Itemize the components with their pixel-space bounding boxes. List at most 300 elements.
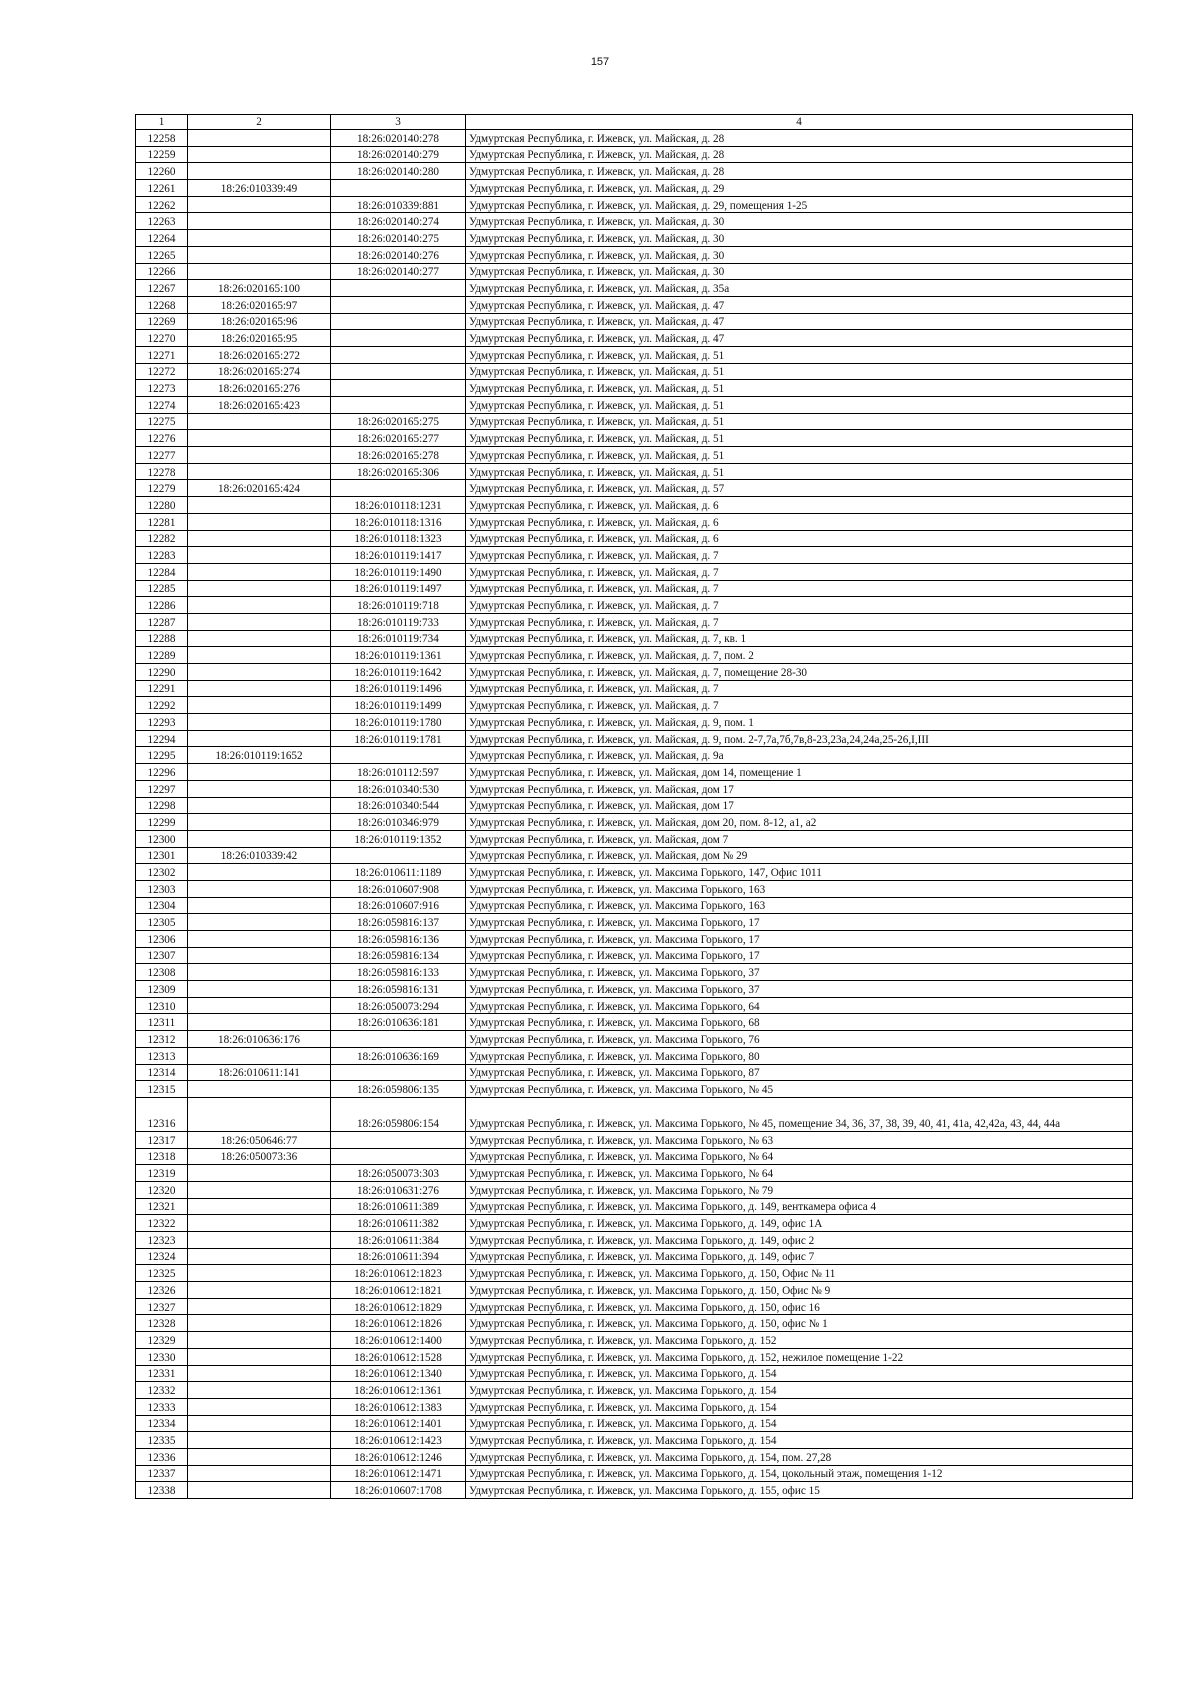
table-row <box>136 1031 1133 1048</box>
table-row <box>136 1081 1133 1098</box>
land-cadastral-cell <box>188 1265 331 1282</box>
address-cell: Удмуртская Республика, г. Ижевск, ул. Майская, д. 9, пом. 1 <box>466 714 1133 731</box>
address-cell: Удмуртская Республика, г. Ижевск, ул. Максима Горького, д. 154 <box>466 1432 1133 1449</box>
row-number-cell: 12316 <box>136 1097 188 1131</box>
table-row <box>136 931 1133 948</box>
land-cadastral-cell <box>188 1348 331 1365</box>
row-number-cell: 12261 <box>136 180 188 197</box>
address-cell: Удмуртская Республика, г. Ижевск, ул. Майская, д. 30 <box>466 246 1133 263</box>
table-row <box>136 1365 1133 1382</box>
address-cell: Удмуртская Республика, г. Ижевск, ул. Майская, д. 51 <box>466 363 1133 380</box>
building-cadastral-cell: 18:26:010636:181 <box>331 1014 466 1031</box>
land-cadastral-cell <box>188 213 331 230</box>
row-number-cell: 12307 <box>136 947 188 964</box>
table-row <box>136 1165 1133 1182</box>
address-cell: Удмуртская Республика, г. Ижевск, ул. Майская, д. 51 <box>466 447 1133 464</box>
row-number-cell: 12309 <box>136 981 188 998</box>
table-row <box>136 163 1133 180</box>
table-row <box>136 447 1133 464</box>
address-cell: Удмуртская Республика, г. Ижевск, ул. Максима Горького, № 45 <box>466 1081 1133 1098</box>
row-number-cell: 12284 <box>136 563 188 580</box>
building-cadastral-cell: 18:26:010340:544 <box>331 797 466 814</box>
building-cadastral-cell: 18:26:010611:389 <box>331 1198 466 1215</box>
land-cadastral-cell <box>188 697 331 714</box>
land-cadastral-cell <box>188 1382 331 1399</box>
table-row <box>136 463 1133 480</box>
land-cadastral-cell <box>188 797 331 814</box>
land-cadastral-cell <box>188 563 331 580</box>
row-number-cell: 12334 <box>136 1415 188 1432</box>
address-cell: Удмуртская Республика, г. Ижевск, ул. Максима Горького, д. 149, офис 2 <box>466 1232 1133 1249</box>
building-cadastral-cell: 18:26:010612:1829 <box>331 1298 466 1315</box>
table-row <box>136 130 1133 147</box>
row-number-cell: 12317 <box>136 1131 188 1148</box>
table-row <box>136 1282 1133 1299</box>
building-cadastral-cell: 18:26:059816:136 <box>331 931 466 948</box>
building-cadastral-cell: 18:26:010119:1642 <box>331 664 466 681</box>
address-cell: Удмуртская Республика, г. Ижевск, ул. Майская, д. 7 <box>466 597 1133 614</box>
land-cadastral-cell: 18:26:010636:176 <box>188 1031 331 1048</box>
row-number-cell: 12324 <box>136 1248 188 1265</box>
row-number-cell: 12292 <box>136 697 188 714</box>
row-number-cell: 12305 <box>136 914 188 931</box>
table-row <box>136 964 1133 981</box>
building-cadastral-cell: 18:26:020165:278 <box>331 447 466 464</box>
address-cell: Удмуртская Республика, г. Ижевск, ул. Майская, д. 47 <box>466 296 1133 313</box>
table-row <box>136 1064 1133 1081</box>
registry-table <box>135 114 1133 1499</box>
address-cell: Удмуртская Республика, г. Ижевск, ул. Максима Горького, д. 150, офис 16 <box>466 1298 1133 1315</box>
building-cadastral-cell: 18:26:010612:1400 <box>331 1332 466 1349</box>
table-row <box>136 296 1133 313</box>
row-number-cell: 12296 <box>136 764 188 781</box>
row-number-cell: 12288 <box>136 630 188 647</box>
building-cadastral-cell: 18:26:010612:1383 <box>331 1398 466 1415</box>
table-row <box>136 246 1133 263</box>
land-cadastral-cell <box>188 880 331 897</box>
building-cadastral-cell: 18:26:020140:275 <box>331 230 466 247</box>
building-cadastral-cell: 18:26:010636:169 <box>331 1047 466 1064</box>
building-cadastral-cell: 18:26:020140:276 <box>331 246 466 263</box>
land-cadastral-cell <box>188 1298 331 1315</box>
row-number-cell: 12320 <box>136 1181 188 1198</box>
row-number-cell: 12271 <box>136 346 188 363</box>
building-cadastral-cell <box>331 747 466 764</box>
row-number-cell: 12279 <box>136 480 188 497</box>
table-row <box>136 1097 1133 1131</box>
address-cell: Удмуртская Республика, г. Ижевск, ул. Майская, д. 7 <box>466 613 1133 630</box>
building-cadastral-cell <box>331 847 466 864</box>
table-row <box>136 1047 1133 1064</box>
row-number-cell: 12300 <box>136 830 188 847</box>
building-cadastral-cell <box>331 296 466 313</box>
table-row <box>136 730 1133 747</box>
land-cadastral-cell <box>188 630 331 647</box>
address-cell: Удмуртская Республика, г. Ижевск, ул. Максима Горького, 80 <box>466 1047 1133 1064</box>
land-cadastral-cell <box>188 664 331 681</box>
address-cell: Удмуртская Республика, г. Ижевск, ул. Майская, д. 35а <box>466 280 1133 297</box>
land-cadastral-cell <box>188 914 331 931</box>
address-cell: Удмуртская Республика, г. Ижевск, ул. Максима Горького, д. 149, венткамера офиса 4 <box>466 1198 1133 1215</box>
address-cell: Удмуртская Республика, г. Ижевск, ул. Майская, д. 51 <box>466 413 1133 430</box>
table-header-row <box>136 115 1133 130</box>
table-row <box>136 1348 1133 1365</box>
row-number-cell: 12331 <box>136 1365 188 1382</box>
row-number-cell: 12332 <box>136 1382 188 1399</box>
table-row <box>136 1465 1133 1482</box>
land-cadastral-cell <box>188 1097 331 1131</box>
row-number-cell: 12286 <box>136 597 188 614</box>
building-cadastral-cell <box>331 313 466 330</box>
address-cell: Удмуртская Республика, г. Ижевск, ул. Майская, д. 47 <box>466 313 1133 330</box>
table-row <box>136 1482 1133 1499</box>
table-row <box>136 997 1133 1014</box>
table-row <box>136 1315 1133 1332</box>
table-row <box>136 630 1133 647</box>
land-cadastral-cell <box>188 780 331 797</box>
land-cadastral-cell <box>188 830 331 847</box>
land-cadastral-cell <box>188 130 331 147</box>
building-cadastral-cell: 18:26:059806:154 <box>331 1097 466 1131</box>
row-number-cell: 12299 <box>136 814 188 831</box>
table-row <box>136 313 1133 330</box>
address-cell: Удмуртская Республика, г. Ижевск, ул. Максима Горького, д. 154 <box>466 1398 1133 1415</box>
land-cadastral-cell <box>188 613 331 630</box>
address-cell: Удмуртская Республика, г. Ижевск, ул. Майская, дом 7 <box>466 830 1133 847</box>
building-cadastral-cell: 18:26:059816:131 <box>331 981 466 998</box>
table-row <box>136 580 1133 597</box>
address-cell: Удмуртская Республика, г. Ижевск, ул. Майская, д. 7 <box>466 563 1133 580</box>
row-number-cell: 12291 <box>136 680 188 697</box>
land-cadastral-cell <box>188 1181 331 1198</box>
row-number-cell: 12313 <box>136 1047 188 1064</box>
address-cell: Удмуртская Республика, г. Ижевск, ул. Максима Горького, 37 <box>466 981 1133 998</box>
address-cell: Удмуртская Республика, г. Ижевск, ул. Майская, д. 7 <box>466 680 1133 697</box>
land-cadastral-cell: 18:26:010119:1652 <box>188 747 331 764</box>
address-cell: Удмуртская Республика, г. Ижевск, ул. Максима Горького, № 64 <box>466 1165 1133 1182</box>
building-cadastral-cell: 18:26:059806:135 <box>331 1081 466 1098</box>
address-cell: Удмуртская Республика, г. Ижевск, ул. Максима Горького, 37 <box>466 964 1133 981</box>
table-row <box>136 747 1133 764</box>
row-number-cell: 12264 <box>136 230 188 247</box>
building-cadastral-cell <box>331 180 466 197</box>
building-cadastral-cell: 18:26:010339:881 <box>331 196 466 213</box>
building-cadastral-cell <box>331 1031 466 1048</box>
land-cadastral-cell <box>188 1215 331 1232</box>
address-cell: Удмуртская Республика, г. Ижевск, ул. Максима Горького, д. 152 <box>466 1332 1133 1349</box>
land-cadastral-cell: 18:26:020165:276 <box>188 380 331 397</box>
address-cell: Удмуртская Республика, г. Ижевск, ул. Майская, д. 7 <box>466 580 1133 597</box>
row-number-cell: 12277 <box>136 447 188 464</box>
building-cadastral-cell: 18:26:050073:303 <box>331 1165 466 1182</box>
table-row <box>136 830 1133 847</box>
row-number-cell: 12310 <box>136 997 188 1014</box>
table-row <box>136 1448 1133 1465</box>
building-cadastral-cell: 18:26:010612:1423 <box>331 1432 466 1449</box>
row-number-cell: 12336 <box>136 1448 188 1465</box>
building-cadastral-cell: 18:26:010119:1352 <box>331 830 466 847</box>
building-cadastral-cell: 18:26:010119:1496 <box>331 680 466 697</box>
address-cell: Удмуртская Республика, г. Ижевск, ул. Майская, д. 7, пом. 2 <box>466 647 1133 664</box>
building-cadastral-cell <box>331 1064 466 1081</box>
row-number-cell: 12258 <box>136 130 188 147</box>
row-number-cell: 12315 <box>136 1081 188 1098</box>
land-cadastral-cell <box>188 864 331 881</box>
land-cadastral-cell <box>188 1448 331 1465</box>
address-cell: Удмуртская Республика, г. Ижевск, ул. Максима Горького, № 64 <box>466 1148 1133 1165</box>
land-cadastral-cell <box>188 547 331 564</box>
row-number-cell: 12260 <box>136 163 188 180</box>
row-number-cell: 12263 <box>136 213 188 230</box>
row-number-cell: 12281 <box>136 513 188 530</box>
building-cadastral-cell <box>331 363 466 380</box>
table-row <box>136 346 1133 363</box>
table-row <box>136 363 1133 380</box>
land-cadastral-cell: 18:26:020165:274 <box>188 363 331 380</box>
address-cell: Удмуртская Республика, г. Ижевск, ул. Майская, дом 20, пом. 8-12, а1, а2 <box>466 814 1133 831</box>
table-row <box>136 497 1133 514</box>
row-number-cell: 12265 <box>136 246 188 263</box>
land-cadastral-cell <box>188 931 331 948</box>
building-cadastral-cell: 18:26:020140:280 <box>331 163 466 180</box>
land-cadastral-cell <box>188 163 331 180</box>
row-number-cell: 12302 <box>136 864 188 881</box>
land-cadastral-cell: 18:26:010339:49 <box>188 180 331 197</box>
address-cell: Удмуртская Республика, г. Ижевск, ул. Майская, д. 28 <box>466 146 1133 163</box>
row-number-cell: 12318 <box>136 1148 188 1165</box>
table-row <box>136 146 1133 163</box>
address-cell: Удмуртская Республика, г. Ижевск, ул. Майская, дом 17 <box>466 780 1133 797</box>
land-cadastral-cell <box>188 447 331 464</box>
building-cadastral-cell <box>331 1131 466 1148</box>
row-number-cell: 12269 <box>136 313 188 330</box>
building-cadastral-cell: 18:26:010118:1323 <box>331 530 466 547</box>
land-cadastral-cell: 18:26:020165:424 <box>188 480 331 497</box>
row-number-cell: 12304 <box>136 897 188 914</box>
row-number-cell: 12297 <box>136 780 188 797</box>
building-cadastral-cell: 18:26:010612:1471 <box>331 1465 466 1482</box>
land-cadastral-cell <box>188 1014 331 1031</box>
land-cadastral-cell <box>188 430 331 447</box>
building-cadastral-cell: 18:26:010118:1231 <box>331 497 466 514</box>
building-cadastral-cell: 18:26:010119:1780 <box>331 714 466 731</box>
land-cadastral-cell <box>188 1415 331 1432</box>
row-number-cell: 12333 <box>136 1398 188 1415</box>
building-cadastral-cell: 18:26:020140:277 <box>331 263 466 280</box>
address-cell: Удмуртская Республика, г. Ижевск, ул. Майская, д. 28 <box>466 130 1133 147</box>
table-row <box>136 780 1133 797</box>
building-cadastral-cell: 18:26:059816:133 <box>331 964 466 981</box>
address-cell: Удмуртская Республика, г. Ижевск, ул. Максима Горького, № 45, помещение 34, 36, 37, 38, 39, 40, 41, 41а, 42,42а, 43, 44, 44а <box>466 1097 1133 1131</box>
building-cadastral-cell: 18:26:010340:530 <box>331 780 466 797</box>
building-cadastral-cell <box>331 1148 466 1165</box>
row-number-cell: 12278 <box>136 463 188 480</box>
table-row <box>136 1248 1133 1265</box>
building-cadastral-cell: 18:26:010119:1499 <box>331 697 466 714</box>
address-cell: Удмуртская Республика, г. Ижевск, ул. Максима Горького, д. 150, офис № 1 <box>466 1315 1133 1332</box>
table-row <box>136 1398 1133 1415</box>
row-number-cell: 12267 <box>136 280 188 297</box>
building-cadastral-cell <box>331 380 466 397</box>
building-cadastral-cell: 18:26:050073:294 <box>331 997 466 1014</box>
building-cadastral-cell: 18:26:010119:1490 <box>331 563 466 580</box>
land-cadastral-cell: 18:26:020165:100 <box>188 280 331 297</box>
row-number-cell: 12319 <box>136 1165 188 1182</box>
row-number-cell: 12298 <box>136 797 188 814</box>
table-row <box>136 597 1133 614</box>
table-row <box>136 1131 1133 1148</box>
land-cadastral-cell <box>188 463 331 480</box>
table-row <box>136 230 1133 247</box>
row-number-cell: 12282 <box>136 530 188 547</box>
address-cell: Удмуртская Республика, г. Ижевск, ул. Максима Горького, д. 154 <box>466 1365 1133 1382</box>
building-cadastral-cell: 18:26:020140:274 <box>331 213 466 230</box>
row-number-cell: 12326 <box>136 1282 188 1299</box>
table-row <box>136 563 1133 580</box>
address-cell: Удмуртская Республика, г. Ижевск, ул. Майская, д. 51 <box>466 397 1133 414</box>
table-row <box>136 947 1133 964</box>
table-row <box>136 263 1133 280</box>
land-cadastral-cell <box>188 413 331 430</box>
address-cell: Удмуртская Республика, г. Ижевск, ул. Майская, д. 7, кв. 1 <box>466 630 1133 647</box>
land-cadastral-cell <box>188 1365 331 1382</box>
address-cell: Удмуртская Республика, г. Ижевск, ул. Майская, д. 9, пом. 2-7,7а,7б,7в,8-23,23а,24,24а,25-26,I,III <box>466 730 1133 747</box>
land-cadastral-cell <box>188 597 331 614</box>
building-cadastral-cell: 18:26:010611:382 <box>331 1215 466 1232</box>
table-row <box>136 480 1133 497</box>
table-row <box>136 864 1133 881</box>
address-cell: Удмуртская Республика, г. Ижевск, ул. Майская, д. 6 <box>466 530 1133 547</box>
building-cadastral-cell: 18:26:010118:1316 <box>331 513 466 530</box>
building-cadastral-cell: 18:26:010631:276 <box>331 1181 466 1198</box>
address-cell: Удмуртская Республика, г. Ижевск, ул. Максима Горького, 68 <box>466 1014 1133 1031</box>
building-cadastral-cell <box>331 280 466 297</box>
address-cell: Удмуртская Республика, г. Ижевск, ул. Максима Горького, д. 154 <box>466 1415 1133 1432</box>
land-cadastral-cell <box>188 580 331 597</box>
land-cadastral-cell: 18:26:020165:95 <box>188 330 331 347</box>
land-cadastral-cell <box>188 1315 331 1332</box>
building-cadastral-cell: 18:26:010119:1497 <box>331 580 466 597</box>
building-cadastral-cell: 18:26:010612:1823 <box>331 1265 466 1282</box>
row-number-cell: 12276 <box>136 430 188 447</box>
table-row <box>136 196 1133 213</box>
building-cadastral-cell <box>331 480 466 497</box>
land-cadastral-cell: 18:26:020165:272 <box>188 346 331 363</box>
row-number-cell: 12308 <box>136 964 188 981</box>
building-cadastral-cell: 18:26:010611:394 <box>331 1248 466 1265</box>
row-number-cell: 12273 <box>136 380 188 397</box>
land-cadastral-cell: 18:26:050646:77 <box>188 1131 331 1148</box>
land-cadastral-cell <box>188 1232 331 1249</box>
address-cell: Удмуртская Республика, г. Ижевск, ул. Майская, д. 51 <box>466 380 1133 397</box>
row-number-cell: 12290 <box>136 664 188 681</box>
address-cell: Удмуртская Республика, г. Ижевск, ул. Майская, д. 29 <box>466 180 1133 197</box>
column-header-3: 3 <box>331 115 466 130</box>
land-cadastral-cell <box>188 714 331 731</box>
building-cadastral-cell: 18:26:020165:275 <box>331 413 466 430</box>
building-cadastral-cell: 18:26:010612:1826 <box>331 1315 466 1332</box>
table-row <box>136 413 1133 430</box>
building-cadastral-cell: 18:26:010612:1528 <box>331 1348 466 1365</box>
land-cadastral-cell <box>188 997 331 1014</box>
building-cadastral-cell: 18:26:010119:1361 <box>331 647 466 664</box>
building-cadastral-cell <box>331 397 466 414</box>
land-cadastral-cell <box>188 263 331 280</box>
land-cadastral-cell <box>188 680 331 697</box>
land-cadastral-cell <box>188 764 331 781</box>
land-cadastral-cell <box>188 497 331 514</box>
table-row <box>136 1382 1133 1399</box>
row-number-cell: 12262 <box>136 196 188 213</box>
land-cadastral-cell <box>188 146 331 163</box>
row-number-cell: 12275 <box>136 413 188 430</box>
table-row <box>136 847 1133 864</box>
table-row <box>136 697 1133 714</box>
table-row <box>136 513 1133 530</box>
land-cadastral-cell: 18:26:050073:36 <box>188 1148 331 1165</box>
row-number-cell: 12270 <box>136 330 188 347</box>
row-number-cell: 12328 <box>136 1315 188 1332</box>
table-row <box>136 914 1133 931</box>
table-row <box>136 1432 1133 1449</box>
building-cadastral-cell: 18:26:010611:384 <box>331 1232 466 1249</box>
building-cadastral-cell: 18:26:010119:1781 <box>331 730 466 747</box>
table-row <box>136 330 1133 347</box>
table-row <box>136 1148 1133 1165</box>
land-cadastral-cell <box>188 246 331 263</box>
table-row <box>136 664 1133 681</box>
table-row <box>136 1181 1133 1198</box>
row-number-cell: 12301 <box>136 847 188 864</box>
table-row <box>136 180 1133 197</box>
address-cell: Удмуртская Республика, г. Ижевск, ул. Максима Горького, 163 <box>466 897 1133 914</box>
address-cell: Удмуртская Республика, г. Ижевск, ул. Максима Горького, 17 <box>466 914 1133 931</box>
address-cell: Удмуртская Республика, г. Ижевск, ул. Максима Горького, 17 <box>466 931 1133 948</box>
land-cadastral-cell: 18:26:020165:97 <box>188 296 331 313</box>
column-header-4: 4 <box>466 115 1133 130</box>
building-cadastral-cell <box>331 330 466 347</box>
address-cell: Удмуртская Республика, г. Ижевск, ул. Максима Горького, 87 <box>466 1064 1133 1081</box>
land-cadastral-cell <box>188 1465 331 1482</box>
table-row <box>136 714 1133 731</box>
building-cadastral-cell: 18:26:059816:134 <box>331 947 466 964</box>
land-cadastral-cell <box>188 1248 331 1265</box>
building-cadastral-cell: 18:26:010346:979 <box>331 814 466 831</box>
land-cadastral-cell <box>188 897 331 914</box>
row-number-cell: 12274 <box>136 397 188 414</box>
row-number-cell: 12323 <box>136 1232 188 1249</box>
table-row <box>136 1232 1133 1249</box>
address-cell: Удмуртская Республика, г. Ижевск, ул. Максима Горького, д. 149, офис 1А <box>466 1215 1133 1232</box>
address-cell: Удмуртская Республика, г. Ижевск, ул. Максима Горького, 64 <box>466 997 1133 1014</box>
row-number-cell: 12289 <box>136 647 188 664</box>
address-cell: Удмуртская Республика, г. Ижевск, ул. Майская, д. 57 <box>466 480 1133 497</box>
address-cell: Удмуртская Республика, г. Ижевск, ул. Майская, дом 17 <box>466 797 1133 814</box>
land-cadastral-cell <box>188 964 331 981</box>
address-cell: Удмуртская Республика, г. Ижевск, ул. Майская, д. 7 <box>466 697 1133 714</box>
land-cadastral-cell: 18:26:010339:42 <box>188 847 331 864</box>
building-cadastral-cell: 18:26:010607:916 <box>331 897 466 914</box>
building-cadastral-cell: 18:26:020140:279 <box>331 146 466 163</box>
address-cell: Удмуртская Республика, г. Ижевск, ул. Максима Горького, д. 150, Офис № 9 <box>466 1282 1133 1299</box>
table-body <box>136 130 1133 1499</box>
row-number-cell: 12287 <box>136 613 188 630</box>
building-cadastral-cell: 18:26:010612:1340 <box>331 1365 466 1382</box>
address-cell: Удмуртская Республика, г. Ижевск, ул. Максима Горького, д. 152, нежилое помещение 1-22 <box>466 1348 1133 1365</box>
address-cell: Удмуртская Республика, г. Ижевск, ул. Максима Горького, № 63 <box>466 1131 1133 1148</box>
row-number-cell: 12268 <box>136 296 188 313</box>
row-number-cell: 12322 <box>136 1215 188 1232</box>
